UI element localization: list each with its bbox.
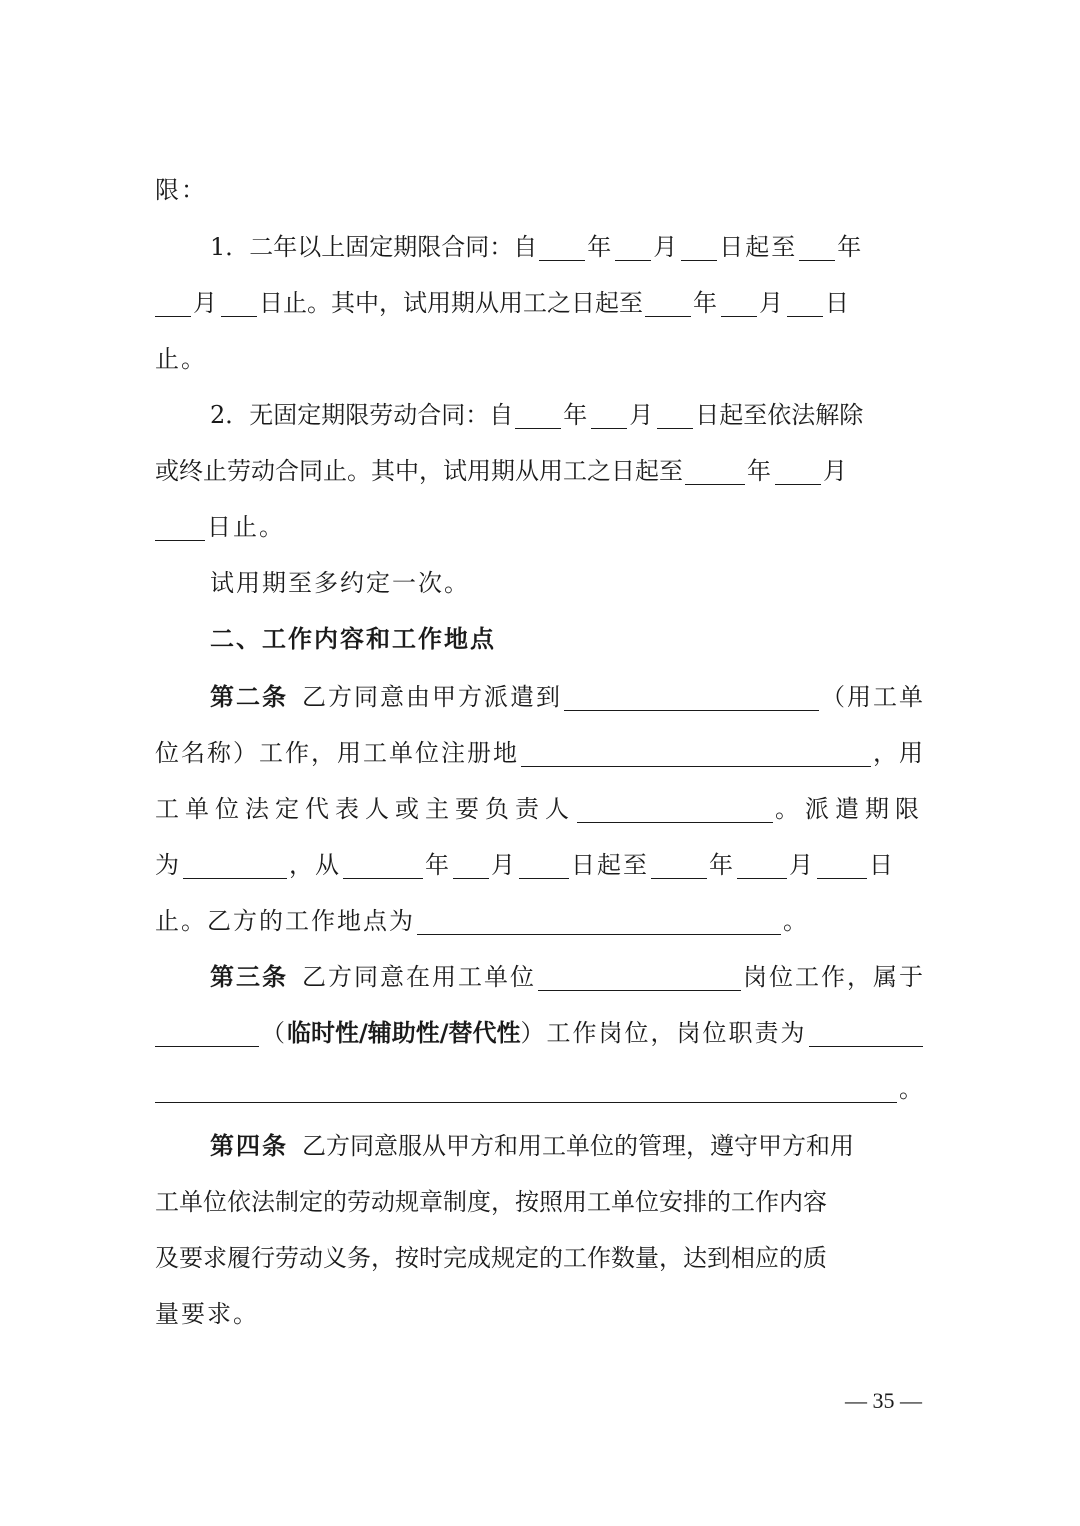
text-line <box>210 957 925 997</box>
text-segment: 1．二年以上固定期限合同：自 <box>210 233 538 261</box>
blank-field <box>521 738 871 767</box>
blank-field <box>155 1074 897 1103</box>
text-segment: 年 <box>425 851 451 879</box>
text-segment: 及要求履行劳动义务，按时完成规定的工作数量，达到相应的质 <box>155 1244 827 1272</box>
blank-field <box>417 906 781 935</box>
text-line <box>210 563 925 603</box>
text-line <box>155 339 925 379</box>
text-segment: 。 <box>783 907 809 935</box>
text-line <box>210 395 925 435</box>
text-segment: 。派遣期限 <box>775 795 925 823</box>
text-segment: 岗位工作，属于 <box>743 963 925 991</box>
text-line <box>155 283 925 323</box>
text-line <box>155 1294 925 1334</box>
blank-field <box>577 794 773 823</box>
text-line <box>155 901 925 941</box>
blank-field <box>155 288 191 317</box>
text-segment: 年 <box>563 401 590 429</box>
text-line <box>155 507 925 547</box>
text-segment: 月 <box>823 457 849 485</box>
blank-field <box>343 850 423 879</box>
text-line <box>155 1013 925 1053</box>
blank-field <box>645 288 691 317</box>
text-segment: 位名称）工作，用工单位注册地 <box>155 739 519 767</box>
blank-field <box>775 456 821 485</box>
blank-field <box>564 682 819 711</box>
text-segment: 试用期至多约定一次。 <box>210 569 470 597</box>
text-line <box>155 1069 925 1109</box>
text-line <box>210 227 925 267</box>
text-segment: 月 <box>193 289 219 317</box>
text-line <box>155 845 925 885</box>
section-heading <box>210 619 925 659</box>
text-segment: 月 <box>653 233 680 261</box>
text-segment: 限： <box>155 176 207 204</box>
text-segment: 乙方同意在用工单位 <box>302 963 536 991</box>
blank-field <box>155 1018 259 1047</box>
text-line <box>210 677 925 717</box>
text-segment: 年 <box>587 233 614 261</box>
text-segment: 乙方同意服从甲方和用工单位的管理，遵守甲方和用 <box>302 1132 854 1160</box>
blank-field <box>519 850 569 879</box>
blank-field <box>787 288 823 317</box>
text-segment: 日起至依法解除 <box>695 401 864 429</box>
text-segment: 日 <box>825 289 851 317</box>
text-segment: （用工单 <box>821 683 925 711</box>
text-line <box>155 451 925 491</box>
text-line <box>155 1238 925 1278</box>
text-line <box>155 1182 925 1222</box>
blank-field <box>721 288 757 317</box>
blank-field <box>817 850 867 879</box>
blank-field <box>651 850 707 879</box>
blank-field <box>685 456 745 485</box>
text-segment: 。 <box>899 1075 925 1103</box>
text-segment: 量要求。 <box>155 1300 259 1328</box>
text-segment: 年 <box>709 851 735 879</box>
text-segment: 乙方同意由甲方派遣到 <box>302 683 562 711</box>
text-segment: 2．无固定期限劳动合同：自 <box>210 401 514 429</box>
text-segment: 年 <box>747 457 773 485</box>
blank-field <box>155 512 205 541</box>
blank-field <box>515 400 561 429</box>
text-line <box>155 170 925 210</box>
text-segment: 工单位法定代表人或主要负责人 <box>155 795 575 823</box>
text-segment: ）工作岗位，岗位职责为 <box>520 1019 807 1047</box>
text-segment: 月 <box>491 851 517 879</box>
text-segment: 工单位依法制定的劳动规章制度，按照用工单位安排的工作内容 <box>155 1188 827 1216</box>
text-segment: 年 <box>693 289 719 317</box>
text-line <box>210 1126 925 1166</box>
blank-field <box>453 850 489 879</box>
text-line <box>155 789 925 829</box>
text-segment: ，用 <box>873 739 925 767</box>
blank-field <box>183 850 287 879</box>
text-segment: 月 <box>789 851 815 879</box>
text-segment: 为 <box>155 851 181 879</box>
text-segment: 止。乙方的工作地点为 <box>155 907 415 935</box>
blank-field <box>221 288 257 317</box>
text-segment: 日 <box>869 851 895 879</box>
text-segment: 日止。其中，试用期从用工之日起至 <box>259 289 643 317</box>
blank-field <box>539 232 585 261</box>
text-segment: （ <box>261 1019 287 1047</box>
blank-field <box>681 232 717 261</box>
article-label: 第三条 <box>210 963 288 991</box>
blank-field <box>809 1018 923 1047</box>
text-segment: ，从 <box>289 851 341 879</box>
text-segment: 月 <box>629 401 656 429</box>
page-number: — 35 — <box>845 1388 922 1413</box>
blank-field <box>591 400 627 429</box>
blank-field <box>799 232 835 261</box>
article-label: 第四条 <box>210 1132 288 1160</box>
text-segment: 或终止劳动合同止。其中，试用期从用工之日起至 <box>155 457 683 485</box>
text-segment: 日起至 <box>571 851 649 879</box>
blank-field <box>657 400 693 429</box>
bold-options: 临时性/辅助性/替代性 <box>287 1019 521 1047</box>
text-line <box>155 733 925 773</box>
text-segment: 日起至 <box>719 233 798 261</box>
text-segment: 年 <box>837 233 864 261</box>
blank-field <box>615 232 651 261</box>
blank-field <box>538 962 741 991</box>
heading-text: 二、工作内容和工作地点 <box>210 625 496 653</box>
text-segment: 月 <box>759 289 785 317</box>
text-segment: 止。 <box>155 345 207 373</box>
blank-field <box>737 850 787 879</box>
text-segment: 日止。 <box>207 513 285 541</box>
article-label: 第二条 <box>210 683 288 711</box>
